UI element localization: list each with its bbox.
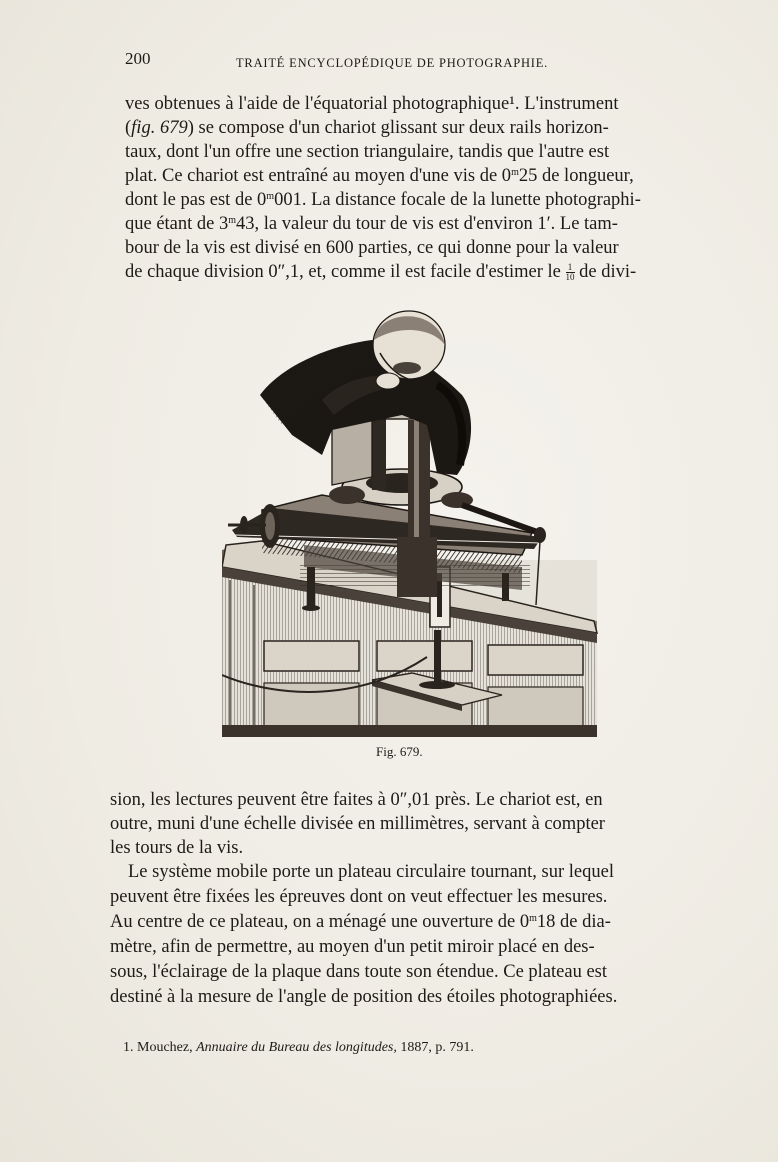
text-line: de chaque division 0″,1, et, comme il est facile d'estimer le $\frac{1}{10}$ de divi-: [125, 262, 637, 283]
text-line: outre, muni d'une échelle divisée en millimètres, servant à compter: [110, 814, 605, 834]
footnote: 1. Mouchez, Annuaire du Bureau des longitudes, 1887, p. 791.: [123, 1040, 474, 1055]
text-line: plat. Ce chariot est entraîné au moyen d'une vis de 0$^m$25 de longueur,: [125, 166, 634, 186]
text-line: ves obtenues à l'aide de l'équatorial photographique¹. L'instrument: [125, 94, 619, 114]
text-line: (fig. 679) se compose d'un chariot glissant sur deux rails horizon-: [125, 118, 609, 138]
page-number: 200: [125, 49, 151, 68]
text-line: bour de la vis est divisé en 600 parties, ce qui donne pour la valeur: [125, 238, 619, 258]
fraction: $\frac{1}{10}$: [565, 262, 575, 283]
text-line: Le système mobile porte un plateau circulaire tournant, sur lequel: [128, 862, 614, 882]
engraving-measuring-machine: [222, 305, 600, 737]
figure-caption: Fig. 679.: [376, 744, 423, 759]
text-line: sion, les lectures peuvent être faites à 0″,01 près. Le chariot est, en: [110, 790, 603, 810]
figure-reference: fig. 679: [131, 118, 188, 138]
text-line: sous, l'éclairage de la plaque dans toute son étendue. Ce plateau est: [110, 962, 608, 982]
text-line: les tours de la vis.: [110, 838, 244, 858]
text-line: mètre, afin de permettre, au moyen d'un petit miroir placé en des-: [110, 937, 595, 957]
text-line: peuvent être fixées les épreuves dont on veut effectuer les mesures.: [110, 887, 608, 907]
text-line: Au centre de ce plateau, on a ménagé une ouverture de 0$^m$18 de dia-: [110, 912, 611, 932]
text-line: taux, dont l'un offre une section triangulaire, tandis que l'autre est: [125, 142, 610, 162]
text-line: dont le pas est de 0$^m$001. La distance focale de la lunette photographi-: [125, 190, 641, 210]
running-title: TRAITÉ ENCYCLOPÉDIQUE DE PHOTOGRAPHIE.: [236, 56, 549, 70]
footnote-title: Annuaire du Bureau des longitudes,: [196, 1040, 397, 1055]
text-line: que étant de 3$^m$43, la valeur du tour de vis est d'environ 1′. Le tam-: [125, 214, 618, 234]
text-line: destiné à la mesure de l'angle de position des étoiles photographiées.: [110, 987, 618, 1007]
